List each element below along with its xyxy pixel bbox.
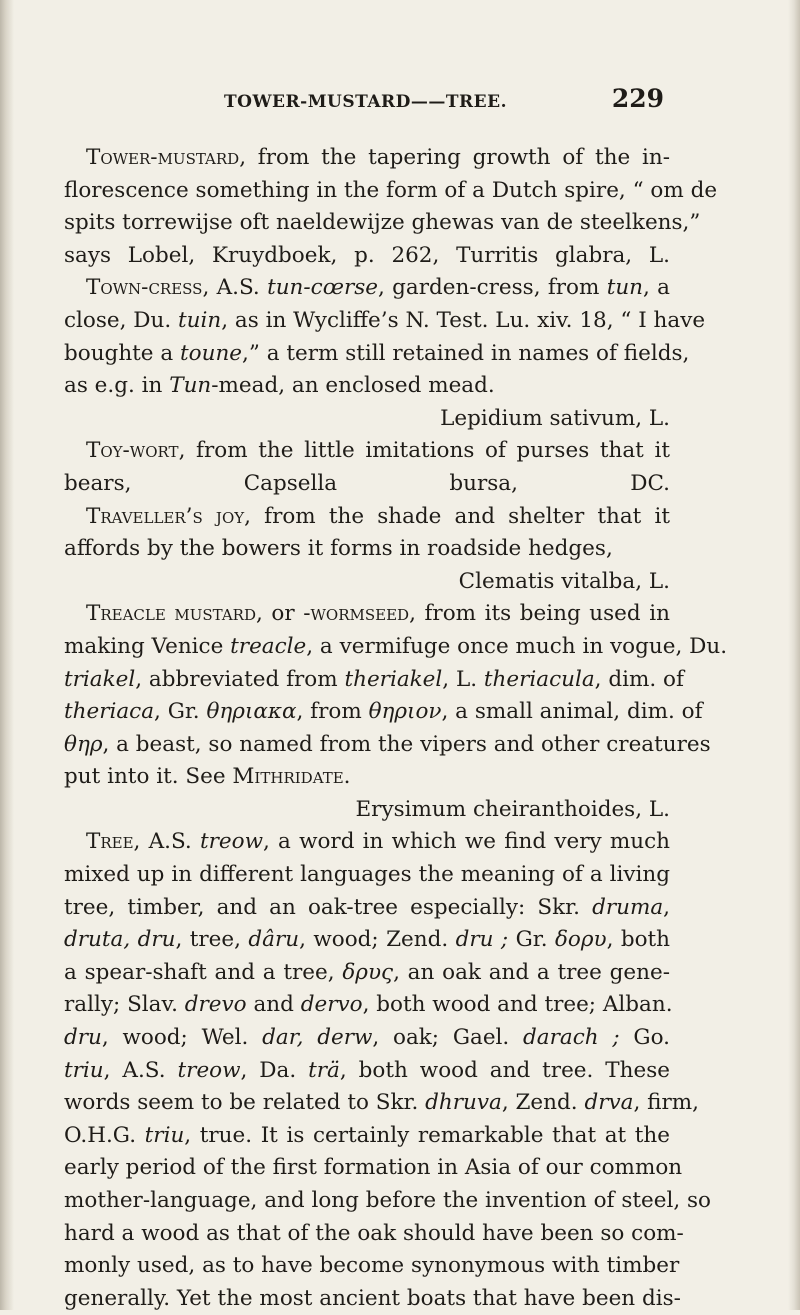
text-line xyxy=(64,142,670,175)
text-segment: ,” a term still retained in names of fields, xyxy=(242,340,690,366)
text-segment: bears, Capsella bursa, DC. xyxy=(64,470,670,496)
body-text xyxy=(64,142,728,1315)
text-line xyxy=(64,501,670,534)
text-segment: hard a wood as that of the oak should have been so com- xyxy=(64,1220,684,1246)
italic-term: dhruva xyxy=(425,1090,502,1116)
text-line xyxy=(64,175,718,208)
text-line xyxy=(64,664,684,697)
text-segment: and xyxy=(246,992,301,1018)
text-segment: , A.S. xyxy=(202,275,268,301)
italic-term: dervo xyxy=(300,992,363,1018)
italic-term: toune xyxy=(180,340,243,366)
text-line xyxy=(64,468,670,501)
text-segment: florescence something in the form of a Dutch spire, “ om de xyxy=(64,177,718,203)
text-segment: Clematis vitalba, L. xyxy=(458,568,670,594)
text-segment: , from xyxy=(296,699,369,725)
italic-term: trä xyxy=(308,1057,340,1083)
italic-term: dâru xyxy=(248,927,300,953)
text-segment: , wood; Zend. xyxy=(299,927,456,953)
text-segment: making Venice xyxy=(64,633,231,659)
page-edge-left xyxy=(0,0,14,1310)
text-line xyxy=(64,305,706,338)
italic-term: theriaca xyxy=(64,699,155,725)
text-segment: close, Du. xyxy=(64,307,179,333)
text-line xyxy=(64,1250,680,1283)
text-segment: , L. xyxy=(442,666,484,692)
text-segment: spits torrewijse oft naeldewijze ghewas van de steelkens,” xyxy=(64,210,701,236)
text-line xyxy=(64,1120,670,1153)
text-segment: , or xyxy=(256,601,304,627)
text-line xyxy=(64,1185,711,1218)
text-segment: , Zend. xyxy=(501,1090,585,1116)
italic-term: θηριον xyxy=(368,699,442,725)
headword: Mithridate xyxy=(232,764,344,790)
text-segment: says Lobel, Kruydboek, p. 262, Turritis glabra, L. xyxy=(64,242,670,268)
italic-term: Tun xyxy=(169,373,212,399)
text-segment: , a beast, so named from the vipers and other creatures xyxy=(102,731,711,757)
italic-term: triakel xyxy=(64,666,136,692)
italic-term: δορυ xyxy=(554,927,607,953)
text-segment: tree, timber, and an oak-tree especially: Skr. xyxy=(64,894,593,920)
text-line xyxy=(64,1152,683,1185)
italic-term: druta, dru xyxy=(64,927,176,953)
text-segment: , from its being used in xyxy=(409,601,670,627)
text-segment: , a small animal, dim. of xyxy=(441,699,703,725)
text-line xyxy=(64,729,711,762)
headword: Treacle mustard xyxy=(86,601,256,627)
text-line xyxy=(64,272,670,305)
text-line xyxy=(64,533,670,566)
text-segment: Erysimum cheiranthoides, L. xyxy=(355,796,670,822)
italic-term: treacle xyxy=(230,633,307,659)
text-segment: , an oak and a tree gene- xyxy=(393,959,670,985)
text-segment: , from the little imitations of purses that it xyxy=(178,438,670,464)
italic-term: theriakel xyxy=(344,666,443,692)
text-line xyxy=(64,924,670,957)
text-segment: rally; Slav. xyxy=(64,992,185,1018)
italic-term: triu xyxy=(144,1122,185,1148)
text-line xyxy=(64,989,673,1022)
italic-term: triu xyxy=(64,1057,104,1083)
text-line xyxy=(64,957,670,990)
headword: Tower-mustard xyxy=(86,145,240,170)
text-line xyxy=(64,696,703,729)
text-segment: Go. xyxy=(619,1025,670,1051)
text-segment: , both wood and tree; Alban. xyxy=(362,992,673,1018)
text-segment: Lepidium sativum, L. xyxy=(440,405,670,431)
text-segment: , a vermifuge once much in vogue, Du. xyxy=(306,633,728,659)
text-segment: , A.S. xyxy=(103,1057,178,1083)
text-segment: early period of the first formation in Asia of our common xyxy=(64,1155,683,1181)
text-segment: , as in Wycliffe’s N. Test. Lu. xiv. 18, “ I have xyxy=(221,307,706,333)
headword: Town-cress xyxy=(86,275,203,301)
text-segment: , from the tapering growth of the in- xyxy=(239,145,670,170)
text-segment: boughte a xyxy=(64,340,181,366)
text-line xyxy=(64,1055,670,1088)
text-segment: generally. Yet the most ancient boats that have been dis- xyxy=(64,1285,681,1311)
text-segment: Gr. xyxy=(508,927,555,953)
text-segment: a spear-shaft and a tree, xyxy=(64,959,343,985)
text-line xyxy=(64,338,690,371)
headword: Traveller’s joy xyxy=(86,503,245,529)
text-segment: , firm, xyxy=(633,1090,699,1116)
text-segment: , a xyxy=(643,275,670,301)
italic-term: dar, derw xyxy=(262,1025,373,1051)
page-header xyxy=(64,84,664,124)
italic-term: tun xyxy=(606,275,644,301)
text-segment: , A.S. xyxy=(133,829,200,855)
text-line xyxy=(64,859,670,892)
text-line xyxy=(64,892,670,925)
headword: Toy-wort xyxy=(86,438,179,464)
text-segment: , a word in which we find very much xyxy=(262,829,670,855)
text-segment: , both xyxy=(606,927,671,953)
text-segment: , abbreviated from xyxy=(135,666,345,692)
italic-term: druma xyxy=(592,894,664,920)
text-line xyxy=(64,1087,699,1120)
text-segment: , from the shade and shelter that it xyxy=(244,503,670,529)
text-segment: affords by the bowers it forms in roadside hedges, xyxy=(64,536,613,562)
text-segment: , Gr. xyxy=(154,699,207,725)
text-segment: , oak; Gael. xyxy=(372,1025,524,1051)
text-line xyxy=(64,566,670,599)
text-segment: O.H.G. xyxy=(64,1122,145,1148)
text-line xyxy=(64,403,670,436)
text-segment: , Da. xyxy=(240,1057,309,1083)
text-segment: as e.g. in xyxy=(64,373,170,399)
text-line xyxy=(64,240,670,273)
text-segment: , wood; Wel. xyxy=(101,1025,263,1051)
text-line xyxy=(64,1022,670,1055)
italic-term: theriacula xyxy=(483,666,595,692)
text-line xyxy=(64,207,701,240)
text-segment: , xyxy=(663,894,670,920)
text-line xyxy=(64,435,670,468)
text-segment: , dim. of xyxy=(594,666,684,692)
text-segment: , tree, xyxy=(175,927,249,953)
text-line xyxy=(64,826,670,859)
italic-term: θηρ xyxy=(64,731,103,757)
text-line xyxy=(64,761,670,794)
text-segment: put into it. See xyxy=(64,764,233,790)
italic-term: drevo xyxy=(184,992,247,1018)
text-line xyxy=(64,794,670,827)
text-segment: monly used, as to have become synonymous with timber xyxy=(64,1253,680,1279)
running-head: TOWER-MUSTARD——TREE. xyxy=(224,92,508,112)
text-segment: -mead, an enclosed mead. xyxy=(211,373,495,399)
text-segment: mother-language, and long before the invention of steel, so xyxy=(64,1188,711,1213)
italic-term: tuin xyxy=(178,307,222,333)
italic-term: tun-cœrse xyxy=(267,275,378,301)
text-segment: . xyxy=(343,764,351,790)
italic-term: treow xyxy=(199,829,263,855)
text-line xyxy=(64,370,670,403)
italic-term: dru xyxy=(64,1025,102,1051)
text-segment: words seem to be related to Skr. xyxy=(64,1090,426,1116)
page-number: 229 xyxy=(611,84,664,113)
text-line xyxy=(64,1218,684,1251)
italic-term: darach ; xyxy=(523,1025,620,1051)
text-segment: mixed up in different languages the meaning of a living xyxy=(64,862,670,888)
text-segment: , true. It is certainly remarkable that at the xyxy=(184,1122,670,1148)
italic-term: δρυς xyxy=(342,959,394,985)
text-segment: , both wood and tree. These xyxy=(339,1057,670,1083)
text-line xyxy=(64,631,728,664)
text-line xyxy=(64,1283,681,1315)
text-line xyxy=(64,598,670,631)
page-edge-right xyxy=(788,0,800,1310)
italic-term: θηριακα xyxy=(206,699,297,725)
text-segment: , garden-cress, from xyxy=(378,275,607,301)
italic-term: drva xyxy=(584,1090,634,1116)
headword: -wormseed xyxy=(303,601,410,627)
italic-term: treow xyxy=(177,1057,241,1083)
italic-term: dru ; xyxy=(455,927,509,953)
headword: Tree xyxy=(86,829,134,855)
